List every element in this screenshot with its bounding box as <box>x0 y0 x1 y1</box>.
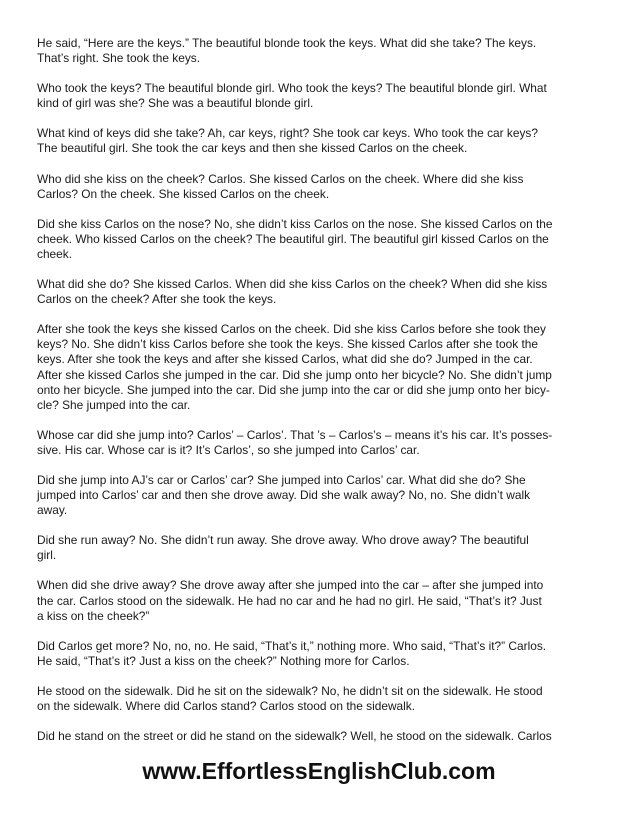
footer-website-url: www.EffortlessEnglishClub.com <box>142 758 496 784</box>
paragraph-5: Did she kiss Carlos on the nose? No, she didn’t kiss Carlos on the nose. She kissed Carlos on the cheek. Who kissed Carlos on the cheek? The beautiful girl. The beautiful girl kissed Carlos on the cheek. <box>37 216 553 261</box>
paragraph-12: Did Carlos get more? No, no, no. He said, “That’s it,” nothing more. Who said, “That’s it?” Carlos. He said, “That’s it? Just a kiss on the cheek?” Nothing more for Carlos. <box>37 638 547 668</box>
story-text <box>37 36 602 759</box>
paragraph-10: Did she run away? No. She didn’t run away. She drove away. Who drove away? The beautiful girl. <box>37 533 529 563</box>
paragraph-3: What kind of keys did she take? Ah, car keys, right? She took car keys. Who took the car keys? The beautiful girl. She took the car keys and then she kissed Carlos on the cheek. <box>37 126 538 156</box>
paragraph-4: Who did she kiss on the cheek? Carlos. She kissed Carlos on the cheek. Where did she kiss Carlos? On the cheek. She kissed Carlos on the cheek. <box>37 171 524 201</box>
paragraph-14: Did he stand on the street or did he stand on the sidewalk? Well, he stood on the sidewalk. Carlos <box>37 729 552 744</box>
paragraph-2: Who took the keys? The beautiful blonde girl. Who took the keys? The beautiful blonde girl. What kind of girl was she? She was a beautiful blonde girl. <box>37 81 547 111</box>
paragraph-8: Whose car did she jump into? Carlos’ – Carlos’. That ’s – Carlos’s – means it’s his car. It’s posses- sive. His car. Whose car is it? It’s Carlos’, so she jumped into Carlos’ car. <box>37 427 553 457</box>
paragraph-9: Did she jump into AJ’s car or Carlos’ car? She jumped into Carlos’ car. What did she do? She jumped into Carlos’ car and then she drove away. Did she walk away? No, no. She didn’t walk away. <box>37 472 531 518</box>
paragraph-1: He said, “Here are the keys.” The beautiful blonde took the keys. What did she take? The keys. That’s right. She took the keys. <box>37 36 537 66</box>
paragraph-11: When did she drive away? She drove away after she jumped into the car – after she jumped into the car. Carlos stood on the sidewalk. He had no car and he had no girl. He said, “That’s it? Just a kiss on the cheek?” <box>37 578 544 623</box>
paragraph-6: What did she do? She kissed Carlos. When did she kiss Carlos on the cheek? When did she kiss Carlos on the cheek? After she took the keys. <box>37 277 548 307</box>
paragraph-7: After she took the keys she kissed Carlos on the cheek. Did she kiss Carlos before she took they keys? No. She didn’t kiss Carlos before she took the keys. She kissed Carlos after she took the keys. After she took the keys and after she kissed Carlos, what did she do? Jumped in the car. After she kissed Carlos she jumped in the car. Did she jump onto her bicycle? No. She didn’t jump onto her bicycle. She jumped into the car. Did she jump into the car or did she jump onto her bicy- cle? She jumped into the car. <box>37 322 552 412</box>
paragraph-13: He stood on the sidewalk. Did he sit on the sidewalk? No, he didn’t sit on the sidewalk. He stood on the sidewalk. Where did Carlos stand? Carlos stood on the sidewalk. <box>37 683 543 713</box>
